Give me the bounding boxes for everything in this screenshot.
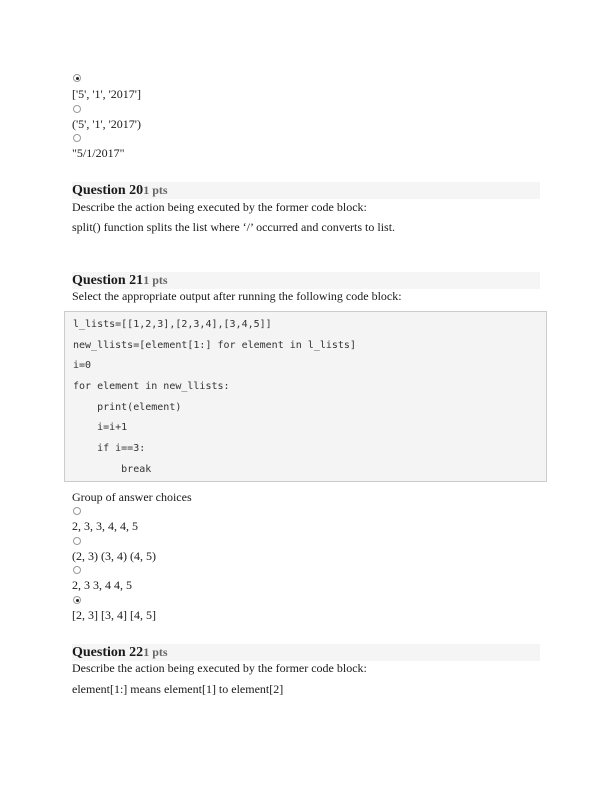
q22-prompt: Describe the action being executed by the former code block: xyxy=(72,661,367,675)
q21-prompt: Select the appropriate output after running the following code block: xyxy=(72,289,402,303)
q21-points: 1 pts xyxy=(143,273,168,287)
code-line: break xyxy=(73,464,152,475)
q21-option-4-text: [2, 3] [3, 4] [4, 5] xyxy=(72,608,156,622)
q19-option-1-radio[interactable] xyxy=(73,74,81,82)
q19-option-2-radio[interactable] xyxy=(73,105,81,113)
q20-points: 1 pts xyxy=(143,183,168,197)
q22-header xyxy=(72,644,540,661)
q21-option-1-radio[interactable] xyxy=(73,507,81,515)
q21-title: Question 21 xyxy=(72,273,144,288)
q19-option-1-text: ['5', '1', '2017'] xyxy=(72,87,141,101)
q21-header xyxy=(72,272,540,289)
q21-option-3-radio[interactable] xyxy=(73,566,81,574)
q21-option-3-text: 2, 3 3, 4 4, 5 xyxy=(72,578,132,592)
q21-option-2-radio[interactable] xyxy=(73,537,81,545)
q19-option-3-radio[interactable] xyxy=(73,134,81,142)
q20-prompt: Describe the action being executed by the former code block: xyxy=(72,200,367,214)
q22-title: Question 22 xyxy=(72,645,144,660)
code-line: i=0 xyxy=(73,360,92,371)
q19-option-2-text: ('5', '1', '2017') xyxy=(72,117,141,131)
code-line: l_lists=[[1,2,3],[2,3,4],[3,4,5]] xyxy=(73,319,272,330)
q22-answer: element[1:] means element[1] to element[2] xyxy=(72,682,284,696)
q20-answer: split() function splits the list where ‘/’ occurred and converts to list. xyxy=(72,220,396,234)
code-line: for element in new_llists: xyxy=(73,381,230,392)
code-line: if i==3: xyxy=(73,443,146,454)
q22-points: 1 pts xyxy=(143,645,168,659)
code-line: print(element) xyxy=(73,402,182,413)
code-line: i=i+1 xyxy=(73,422,128,433)
q19-option-3-text: "5/1/2017" xyxy=(72,146,125,160)
q21-option-1-text: 2, 3, 3, 4, 4, 5 xyxy=(72,519,138,533)
q21-group-label: Group of answer choices xyxy=(72,490,192,504)
code-line: new_llists=[element[1:] for element in l_lists] xyxy=(73,340,356,351)
q21-option-4-radio[interactable] xyxy=(73,596,81,604)
q20-header xyxy=(72,182,540,199)
q20-title: Question 20 xyxy=(72,183,144,198)
code-block xyxy=(64,311,547,482)
q21-option-2-text: (2, 3) (3, 4) (4, 5) xyxy=(72,549,156,563)
